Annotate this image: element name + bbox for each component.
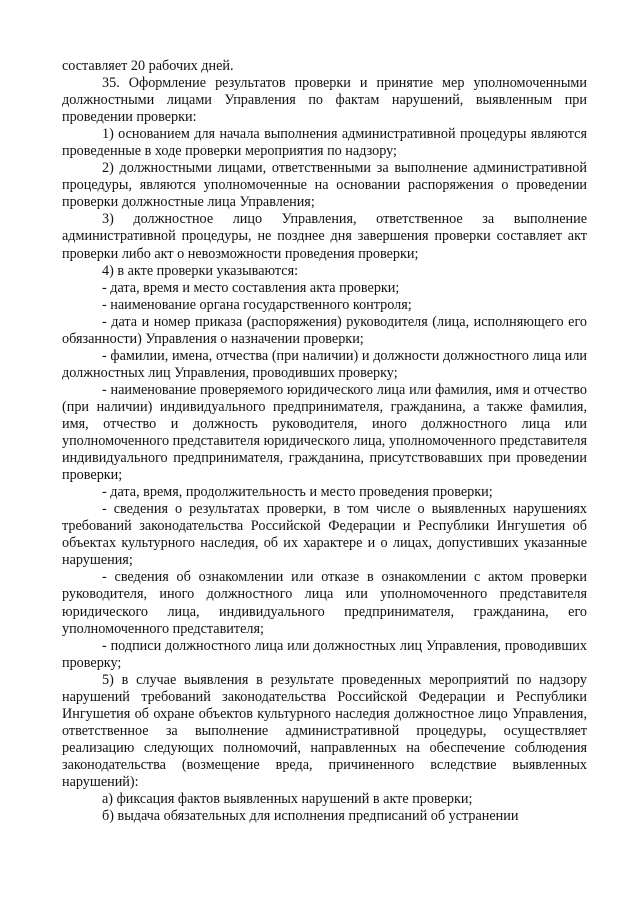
list-item-signatures: - подписи должностного лица или должностных лиц Управления, проводивших проверку; [62, 637, 587, 671]
paragraph-subitem-4: 4) в акте проверки указываются: [102, 262, 299, 279]
list-item-acknowledgement: - сведения об ознакомлении или отказе в ознакомлении с актом проверки руководителя, иного должностного лица или уполномоченного представителя юридического лица, индивидуального предпринимателя, гражданина, его уполномоченного представителя; [62, 569, 587, 637]
paragraph-subitem-1: 1) основанием для начала выполнения административной процедуры являются проведенные в ходе проверки мероприятия по надзору; [62, 126, 587, 160]
list-item-inspectors: - фамилии, имена, отчества (при наличии) и должности должностного лица или должностных лиц Управления, проводивших проверку; [62, 347, 587, 381]
list-item-act-date: - дата, время и место составления акта проверки; [102, 279, 400, 296]
document-page [62, 58, 587, 825]
list-item-inspection-time: - дата, время, продолжительность и место проведения проверки; [102, 484, 493, 501]
list-item-order-number: - дата и номер приказа (распоряжения) руководителя (лица, исполняющего его обязанности) Управления о назначении проверки; [62, 313, 587, 347]
paragraph-subitem-b: б) выдача обязательных для исполнения предписаний об устранении [102, 808, 519, 825]
list-item-authority-name: - наименование органа государственного контроля; [102, 296, 412, 313]
paragraph-subitem-2: 2) должностными лицами, ответственными за выполнение административной процедуры, являются уполномоченные на основании распоряжения о проведении проверки должностные лица Управления; [62, 160, 587, 211]
list-item-inspected-entity: - наименование проверяемого юридического лица или фамилия, имя и отчество (при наличии) индивидуального предпринимателя, гражданина, а также фамилия, имя, отчество и должность руководителя, иного должностного лица или уполномоченного представителя юридического лица, уполномоченного представителя индивидуального предпринимателя, гражданина, присутствовавших при проведении проверки; [62, 381, 587, 484]
paragraph-item-35: 35. Оформление результатов проверки и принятие мер уполномоченными должностными лицами Управления по фактам нарушений, выявленным при проведении проверки: [62, 75, 587, 126]
paragraph-subitem-5: 5) в случае выявления в результате проведенных мероприятий по надзору нарушений требований законодательства Российской Федерации и Республики Ингушетия об охране объектов культурного наследия должностное лицо Управления, ответственное за выполнение административной процедуры, осуществляет реализацию следующих полномочий, направленных на обеспечение соблюдения законодательства (возмещение вреда, причиненного вследствие выявленных нарушений): [62, 671, 587, 790]
paragraph-subitem-3: 3) должностное лицо Управления, ответственное за выполнение административной процедуры, не позднее дня завершения проверки составляет акт проверки либо акт о невозможности проведения проверки; [62, 211, 587, 262]
list-item-results: - сведения о результатах проверки, в том числе о выявленных нарушениях требований законодательства Российской Федерации и Республики Ингушетия об объектах культурного наследия, об их характере и о лицах, допустивших указанные нарушения; [62, 501, 587, 569]
paragraph-subitem-a: а) фиксация фактов выявленных нарушений в акте проверки; [102, 791, 473, 808]
paragraph-continuation: составляет 20 рабочих дней. [62, 58, 234, 74]
